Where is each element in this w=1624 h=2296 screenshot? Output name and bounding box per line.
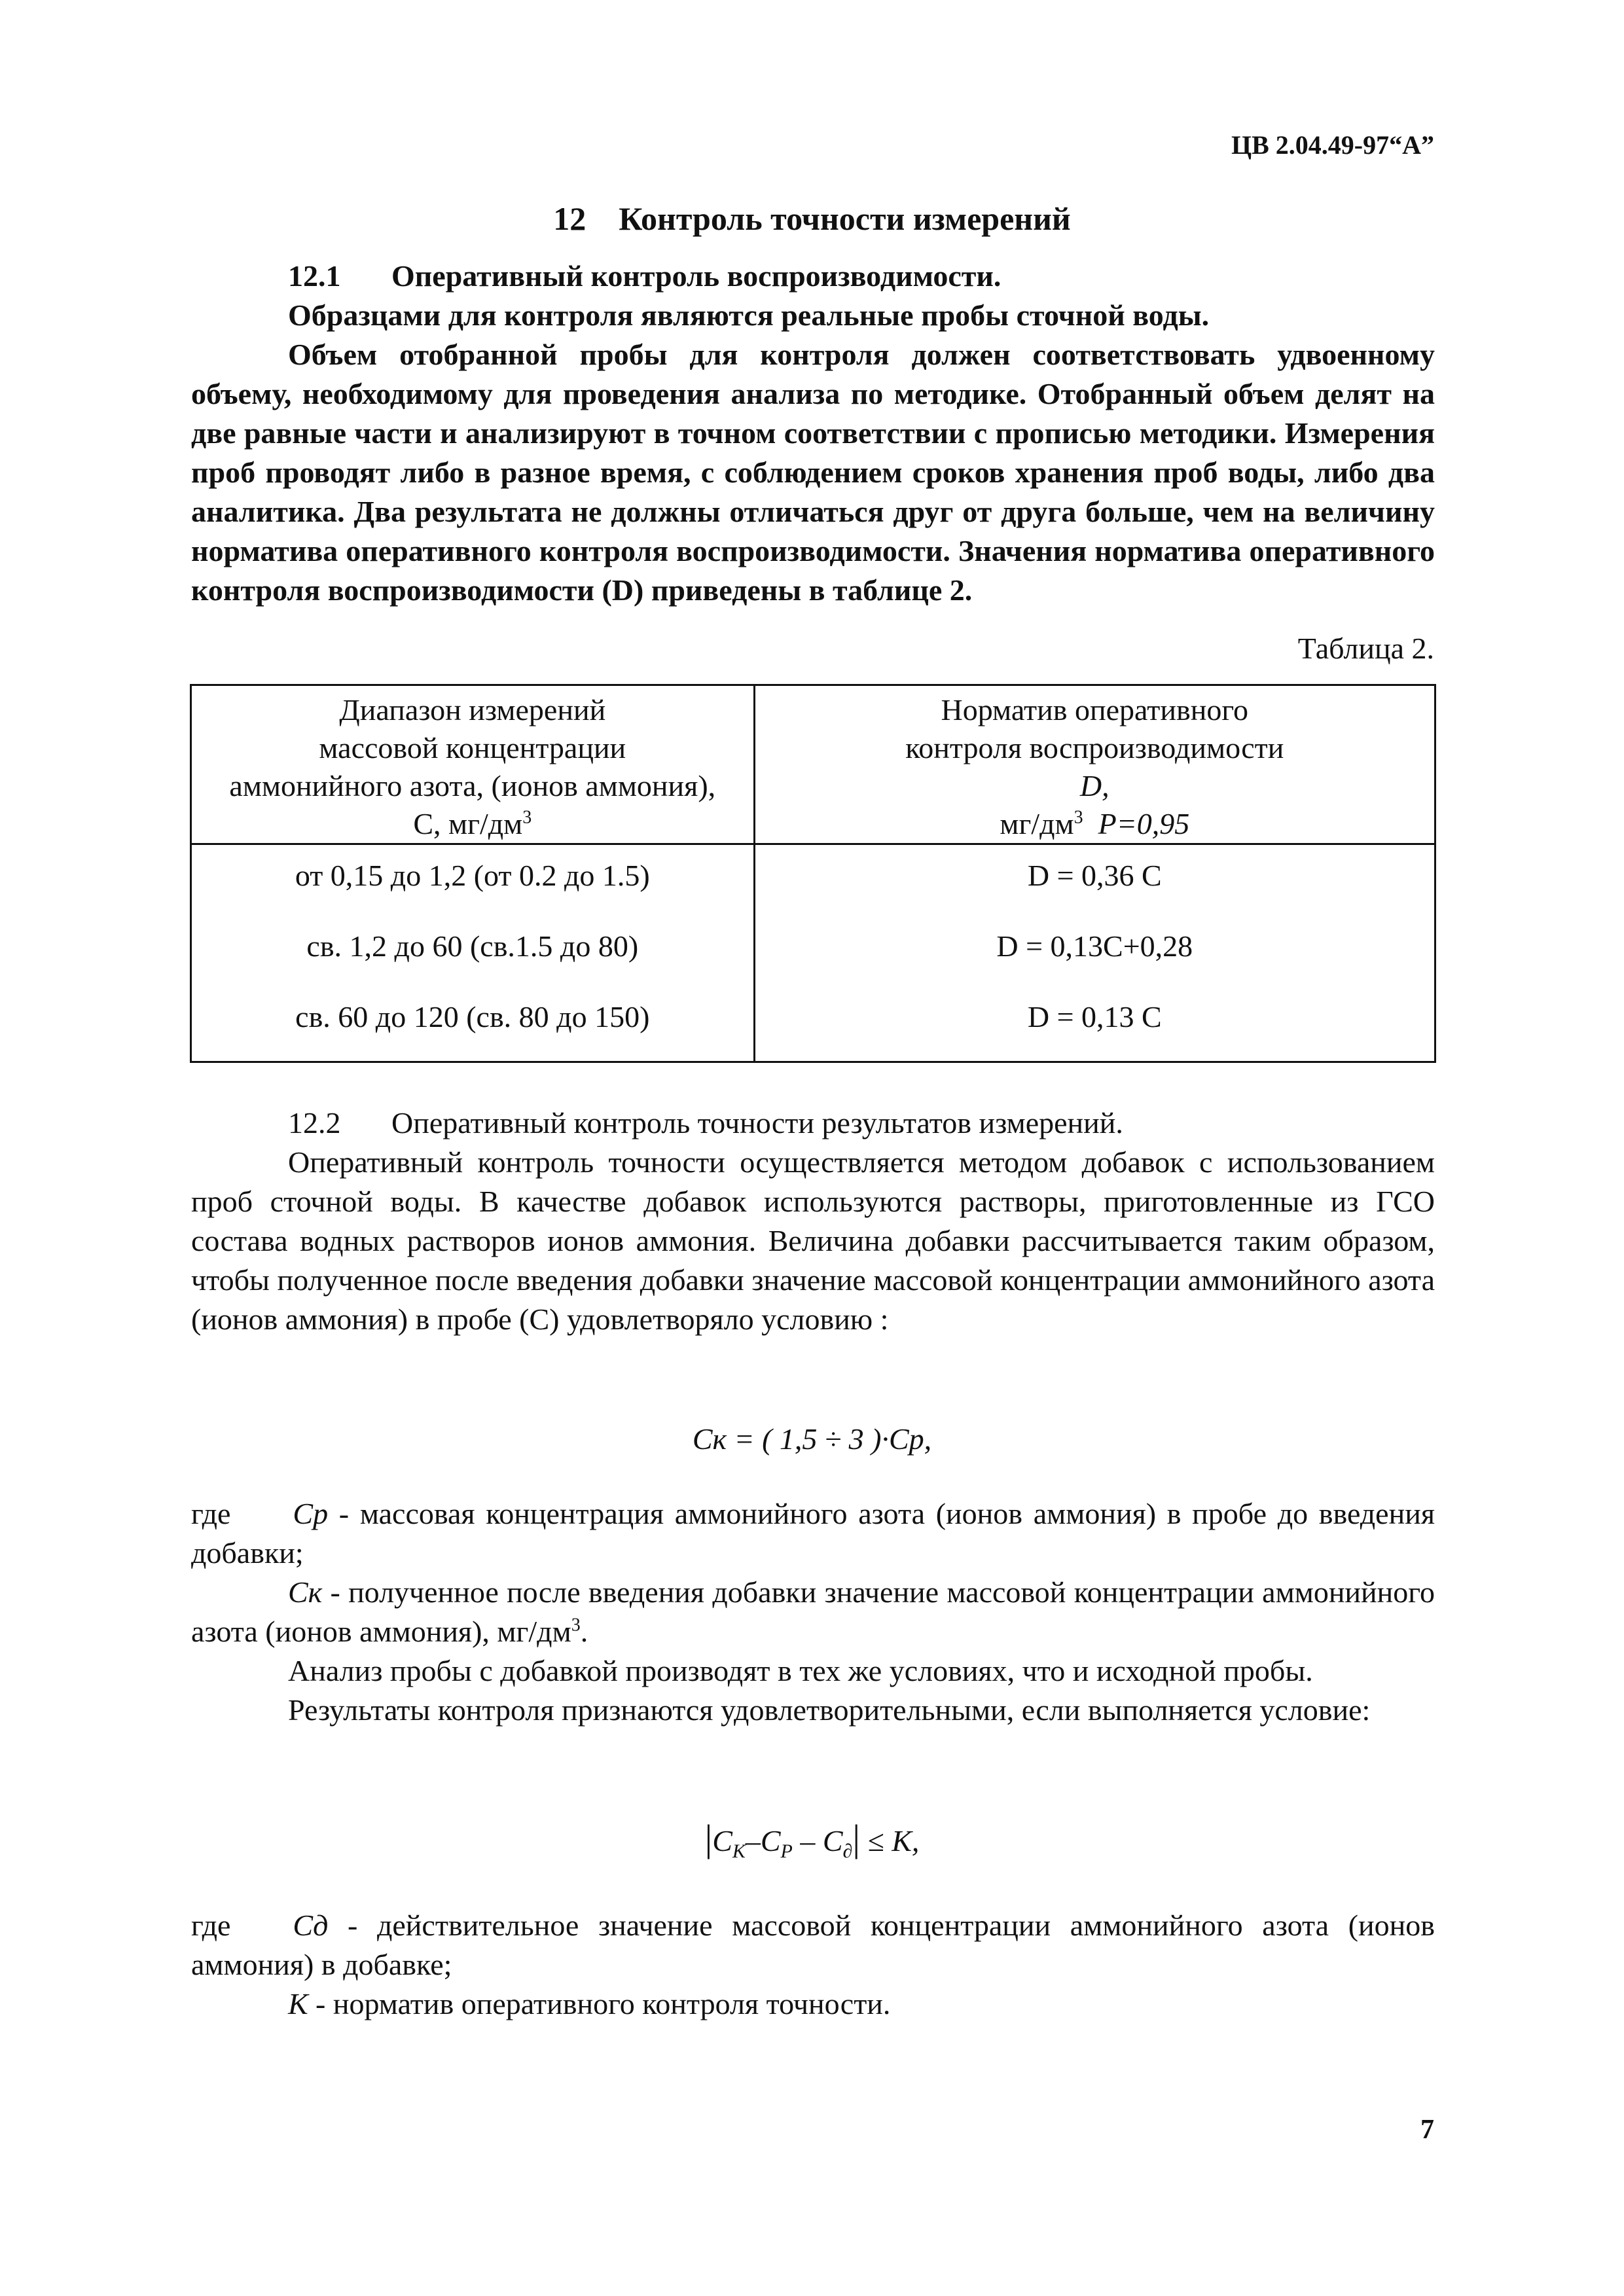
- norms-table: [190, 684, 1436, 1063]
- analysis-paragraph: Анализ пробы с добавкой производят в тех же условиях, что и исходной пробы.: [288, 1654, 1313, 1687]
- table-header-row: [191, 685, 1435, 844]
- subsection-title: Оперативный контроль точности результатов измерений.: [391, 1106, 1123, 1139]
- where-k: К - норматив оперативного контроля точности.: [288, 1987, 891, 2020]
- where-cd: где Сд - действительное значение массовой концентрации аммонийного азота (ионов аммония) в добавке;: [191, 1909, 1435, 1981]
- document-code: ЦВ 2.04.49-97“А”: [1231, 130, 1434, 160]
- where-ck: Ск - полученное после введения добавки значение массовой концентрации аммонийного азота (ионов аммония), $мг/дм^3$.: [191, 1575, 1435, 1648]
- section-title: [0, 200, 1624, 238]
- accuracy-paragraph: Оперативный контроль точности осуществляется методом добавок с использованием проб сточной воды. В качестве добавок используются растворы, приготовленные из ГСО состава водных растворов ионов аммония. Величина добавки рассчитывается таким образом, чтобы полученное после введения добавки значение массовой концентрации аммонийного азота (ионов аммония) в пробе (С) удовлетворяло условию :: [191, 1145, 1435, 1336]
- page-number: 7: [1420, 2115, 1434, 2145]
- symbol-cd: Сд: [293, 1909, 329, 1942]
- subsection-number: 12.2: [288, 1106, 341, 1139]
- range-value: св. 1,2 до 60 (св.1.5 до 80): [306, 929, 639, 963]
- subsection-title: Оперативный контроль воспроизводимости.: [391, 259, 1001, 293]
- symbol-ck: Ск: [288, 1575, 323, 1609]
- range-value: св. 60 до 120 (св. 80 до 150): [295, 1000, 650, 1033]
- subsection-12-2-heading: [191, 1103, 1435, 1143]
- norm-value: D = 0,13С+0,28: [996, 929, 1193, 963]
- symbol-cp: Ср: [293, 1497, 329, 1530]
- norm-value: D = 0,13 С: [1027, 1000, 1162, 1033]
- where-cp: где Ср - массовая концентрация аммонийного азота (ионов аммония) в пробе до введения добавки;: [191, 1497, 1435, 1570]
- section-title-text: Контроль точности измерений: [619, 200, 1071, 237]
- samples-paragraph: Образцами для контроля являются реальные пробы сточной воды.: [288, 298, 1210, 332]
- table-caption: Таблица 2.: [1297, 632, 1434, 665]
- header-norm-cell: Норматив оперативного контроля воспроизводимости D, $мг/дм^3$ P=0,95: [754, 685, 1435, 844]
- range-value: от 0,15 до 1,2 (от 0.2 до 1.5): [295, 859, 650, 892]
- symbol-k: К: [288, 1987, 308, 2020]
- norm-column: [754, 844, 1435, 1062]
- header-range-cell: Диапазон измерений массовой концентрации аммонийного азота, (ионов аммония), С, $мг/дм^3$: [191, 685, 755, 844]
- subsection-number: 12.1: [288, 259, 341, 293]
- reproducibility-paragraph: Объем отобранной пробы для контроля должен соответствовать удвоенному объему, необходимому для проведения анализа по методике. Отобранный объем делят на две равные части и анализируют в точном соответствии с прописью методики. Измерения проб проводят либо в разное время, с соблюдением сроков хранения проб воды, либо два аналитика. Два результата не должны отличаться друг от друга больше, чем на величину норматива оперативного контроля воспроизводимости. Значения норматива оперативного контроля воспроизводимости (D) приведены в таблице 2.: [191, 338, 1435, 607]
- subsection-12-1-heading: [191, 257, 1435, 296]
- result-paragraph: Результаты контроля признаются удовлетворительными, если выполняется условие:: [288, 1693, 1371, 1727]
- range-column: [191, 844, 755, 1062]
- table-body-row: [191, 844, 1435, 1062]
- norm-value: D = 0,36 С: [1027, 859, 1162, 892]
- formula-condition: $|C_К-C_Р - C_\partial| \le K$,: [704, 1817, 920, 1863]
- formula-ck: Ск = ( 1,5 ÷ 3 )·Ср,: [692, 1422, 932, 1456]
- section-number: 12: [553, 200, 586, 237]
